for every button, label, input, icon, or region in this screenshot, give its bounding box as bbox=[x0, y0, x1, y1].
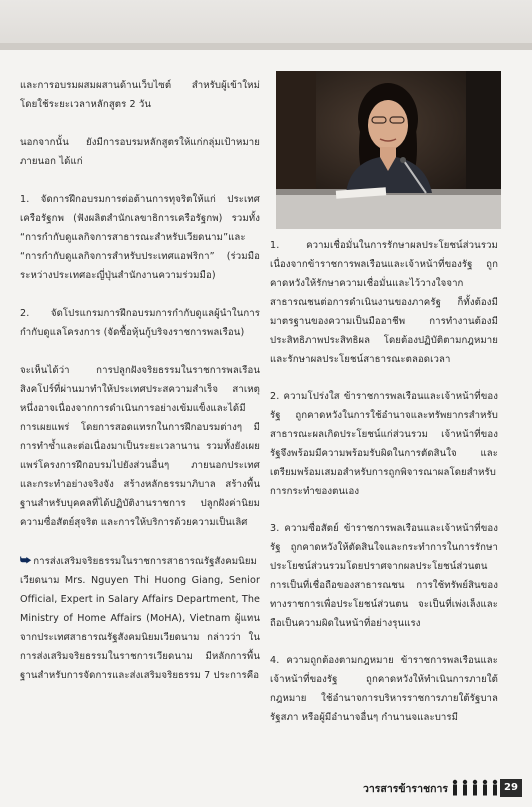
page-footer bbox=[0, 778, 532, 800]
header-strip bbox=[0, 43, 532, 50]
people-logo-icon bbox=[450, 779, 500, 797]
bullet-paragraph bbox=[20, 551, 260, 685]
right-paragraph-4: 4. ความถูกต้องตามกฎหมาย ข้าราชการพลเรือนและเจ้าหน้าที่ของรัฐ ถูกคาดหวังให้ทำเนินการภายใต้กฎหมาย ใช้อำนาจการบริหารราชการภายใต้รัฐบาล รัฐสภา หรือผู้มีอำนาจอื่นๆ กำนานจและบารมี bbox=[270, 655, 498, 723]
page-header-band bbox=[0, 0, 532, 50]
speaker-photo bbox=[276, 71, 501, 229]
left-paragraph-3: 1. จัดการฝึกอบรมการต่อต้านการทุจริตให้แก่ ประเทศเครือรัฐกพ (ฟังผลิตสำนักเลขาธิการเครือรัฐกพ) รวมทั้ง “การกำกับดูแลกิจการสาธารณะสำหรับเวียดนาม”และ “การกำกับดูแลกิจการสำหรับประเทศแอฟริกา” (ร่วมมือระหว่างประเทศอะญี่ปุ่นสำนักงานความร่วมมือ) bbox=[20, 194, 260, 281]
left-column bbox=[20, 76, 260, 704]
right-paragraph-3: 3. ความซื่อสัตย์ ข้าราชการพลเรือนและเจ้าหน้าที่ของรัฐ ถูกคาดหวังให้ตัดสินใจและกระทำการในการรักษาประโยชน์ส่วนรวมโดยปราศจากผลประโยชน์ส่วนตน การเป็นที่เชื่อถือของสาธารณชน การใช้ทรัพย์สินของทางราชการเพื่อประโยชน์ส่วนตน จะเป็นที่เพ่งเล็งและถือเป็นความผิดในหน้าที่อย่างรุนแรง bbox=[270, 523, 498, 629]
left-paragraph-4: 2. จัดโปรแกรมการฝึกอบรมการกำกับดูแลผู้นำในการกำกับดูแลโครงการ (จัดซื้อหุ้นกู้บริจงราชการพลเรือน) bbox=[20, 308, 260, 338]
right-column bbox=[270, 236, 498, 745]
bullet-paragraph-text: การส่งเสริมจริยธรรมในราชการสาธารณรัฐสังคมนิยมเวียดนาม Mrs. Nguyen Thi Huong Giang, Senior Official, Expert in Salary Affairs Department, The Ministry of Home Affairs (MoHA), Vietnam ผู้แทนจากประเทศสาธารณรัฐสังคมนิยมเวียดนาม กล่าวว่า ในการส่งเสริมจริยธรรมในราชการเวียดนาม มีหลักการพื้นฐานสำหรับการจัดการและส่งเสริมจริยธรรม 7 ประการคือ bbox=[20, 556, 260, 681]
arrow-icon: ⮩ bbox=[20, 553, 32, 567]
right-paragraph-1: 1. ความเชื่อมั่นในการรักษาผลประโยชน์ส่วนรวม เนื่องจากข้าราชการพลเรือนและเจ้าหน้าที่ของรัฐ ถูกคาดหวังให้รักษาความเชื่อมั่นและไว้วางใจจากสาธารณชนต่อการดำเนินงานของภาครัฐ ก็ทั้งต้องมีมาตรฐานของความเป็นมืออาชีพ การทำงานต้องมีประสิทธิภาพประสิทธิผล โดยต้องปฏิบัติตามกฎหมาย และรักษาผลประโยชน์สาธารณะตลอดเวลา bbox=[270, 240, 498, 365]
left-paragraph-1: และการอบรมผสมผสานด้านเว็บไซต์ สำหรับผู้เข้าใหม่ โดยใช้ระยะเวลาหลักสูตร 2 วัน bbox=[20, 80, 260, 110]
journal-title: วารสารข้าราชการ bbox=[362, 783, 448, 795]
page-number: 29 bbox=[500, 779, 522, 797]
left-paragraph-2: นอกจากนั้น ยังมีการอบรมหลักสูตรให้แก่กลุ่มเป้าหมายภายนอก ได้แก่ bbox=[20, 137, 260, 167]
speaker-photo-image bbox=[276, 71, 501, 229]
left-paragraph-5: จะเห็นได้ว่า การปลูกฝังจริยธรรมในราชการพลเรือนสิงคโปร์ที่ผ่านมาทำให้ประเทศประสความสำเร็จ สาเหตุหนึ่งอาจเนื่องจากการดำเนินการอย่างเข้มแข็งและได้มีการเผยแพร่ โดยการสอดแทรกในการฝึกอบรมต่างๆ มีการทำซ้ำและต่อเนื่องมาเป็นระยะเวลานาน รวมทั้งยังเผยแพร่โครงการฝึกอบรมไปยังส่วนอื่นๆ ภายนอกประเทศ และกระทำอย่างจริงจัง สร้างหลักธรรมาภิบาล สร้างพื้นฐานสำหรับบุคคลที่ได้ปฏิบัติงานราชการ ปลูกฝังค่านิยมความซื่อสัตย์สุจริต และการให้บริการด้วยความเป็นเลิศ bbox=[20, 365, 260, 528]
right-paragraph-2: 2. ความโปร่งใส ข้าราชการพลเรือนและเจ้าหน้าที่ของรัฐ ถูกคาดหวังในการใช้อำนาจและทรัพยากรสำหรับสาธารณะผลเกิดประโยชน์แก่ส่วนรวม เจ้าหน้าที่ของรัฐจึงพร้อมมีความพร้อมรับผิดในการตัดสินใจ และเตรียมพร้อมเสมอสำหรับการถูกพิจารณาผลโดยสำหรับการกระทำของตนเอง bbox=[270, 391, 498, 497]
